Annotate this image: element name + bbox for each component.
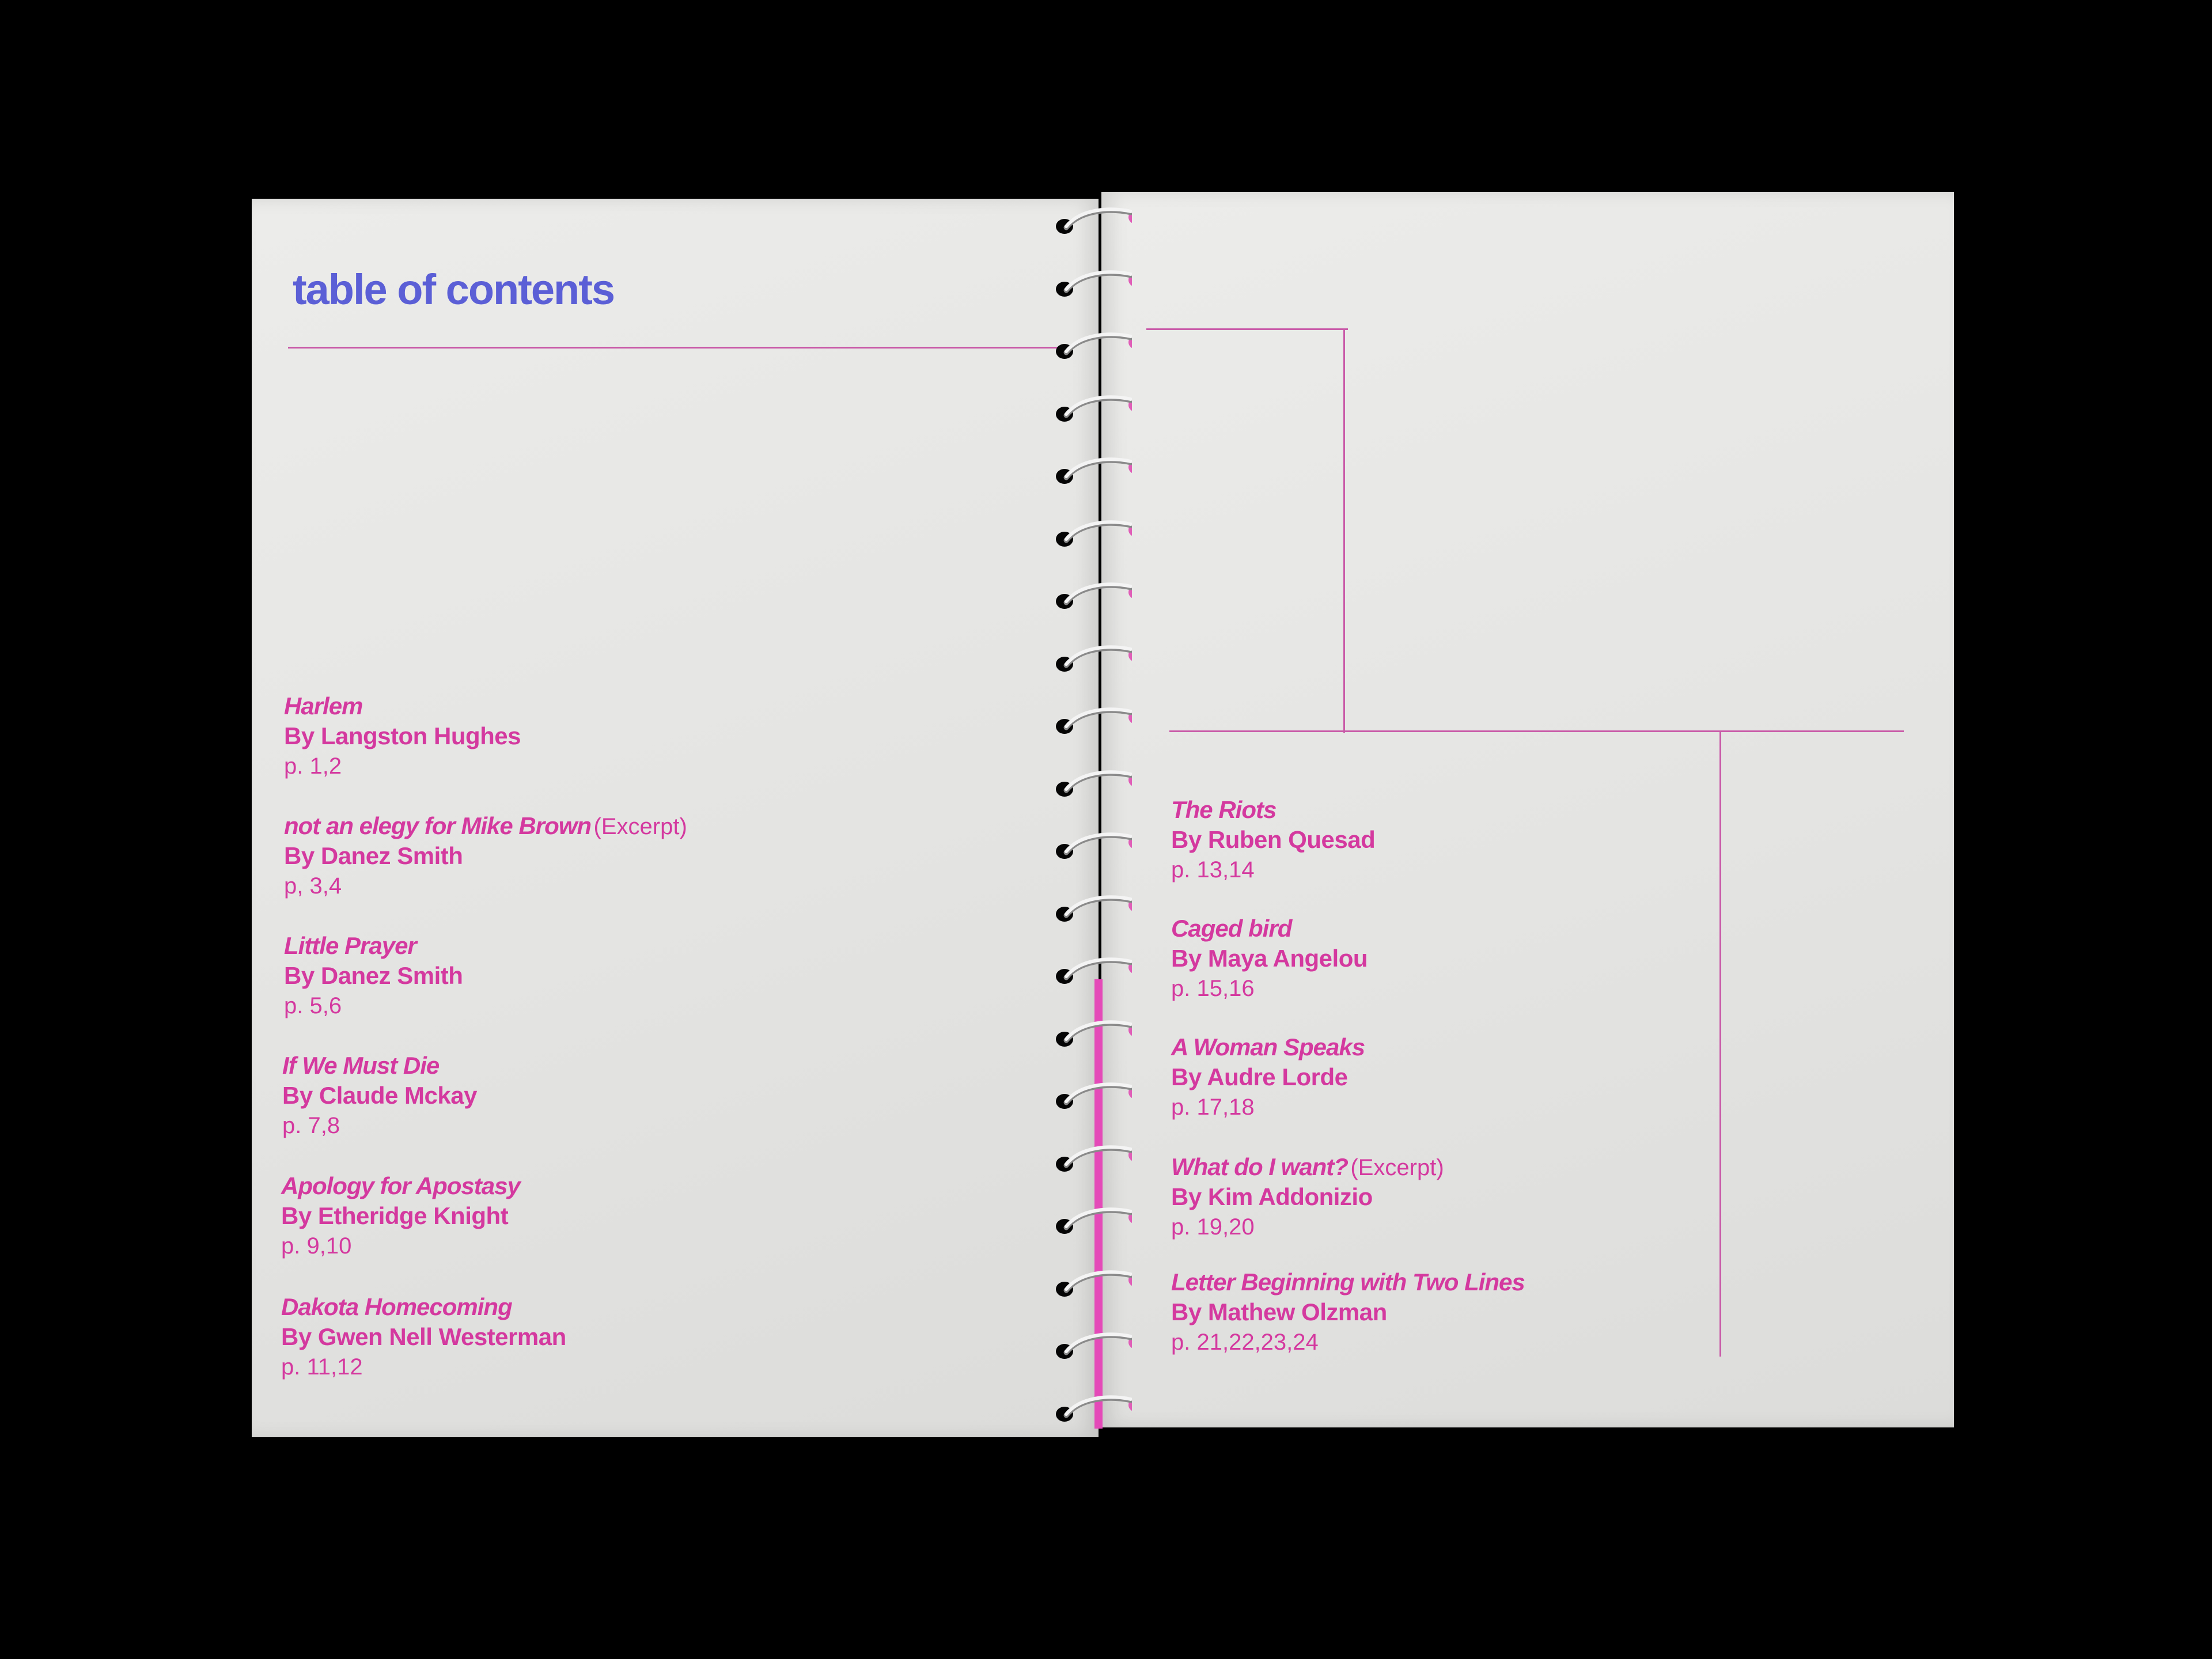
spiral-ring [1046, 955, 1132, 989]
toc-entry [281, 1171, 520, 1261]
entry-pages: p, 3,4 [284, 873, 342, 899]
entry-title: If We Must Die [282, 1052, 440, 1079]
entry-pages: p. 19,20 [1171, 1214, 1255, 1240]
spiral-ring [1046, 1080, 1132, 1114]
entry-pages: p. 21,22,23,24 [1171, 1330, 1319, 1355]
entry-pages: p. 7,8 [282, 1113, 340, 1138]
entry-title: The Riots [1171, 796, 1277, 823]
spiral-ring [1046, 642, 1132, 677]
entry-author: By Kim Addonizio [1171, 1183, 1373, 1210]
entry-author: By Danez Smith [284, 962, 463, 989]
spiral-ring [1046, 267, 1132, 302]
entry-author: By Langston Hughes [284, 722, 521, 749]
entry-pages: p. 15,16 [1171, 976, 1255, 1001]
page-title: table of contents [293, 266, 615, 313]
spiral-ring [1046, 767, 1132, 802]
entry-title: Letter Beginning with Two Lines [1171, 1268, 1525, 1296]
toc-entry [1171, 1267, 1525, 1357]
spiral-ring [1046, 830, 1132, 864]
entry-pages: p. 13,14 [1171, 857, 1255, 882]
entry-title: What do I want? [1171, 1153, 1348, 1180]
spiral-ring [1046, 1017, 1132, 1052]
entry-title: A Woman Speaks [1171, 1033, 1365, 1060]
spiral-ring [1046, 1142, 1132, 1177]
spiral-ring [1046, 329, 1132, 364]
entry-author: By Claude Mckay [282, 1082, 477, 1109]
entry-author: By Maya Angelou [1171, 945, 1368, 972]
entry-author: By Gwen Nell Westerman [281, 1323, 566, 1350]
spiral-ring [1046, 517, 1132, 552]
right-vertical-rule-1 [1343, 329, 1345, 733]
entry-pages: p. 17,18 [1171, 1094, 1255, 1120]
toc-entry [1171, 795, 1375, 885]
toc-entry [281, 1292, 566, 1382]
spiral-ring [1046, 454, 1132, 489]
toc-entry [284, 691, 521, 781]
toc-entry [1171, 1032, 1365, 1122]
spiral-ring [1046, 1330, 1132, 1364]
entry-title: Little Prayer [284, 932, 416, 959]
entry-excerpt-note: (Excerpt) [1350, 1155, 1444, 1180]
spiral-ring [1046, 204, 1132, 239]
toc-entry [282, 1051, 477, 1141]
toc-entry [1171, 1152, 1444, 1242]
spiral-ring [1046, 1267, 1132, 1302]
entry-pages: p. 1,2 [284, 753, 342, 779]
entry-pages: p. 5,6 [284, 993, 342, 1018]
entry-author: By Danez Smith [284, 842, 463, 869]
entry-author: By Etheridge Knight [281, 1202, 509, 1229]
entry-title: Caged bird [1171, 915, 1292, 942]
entry-author: By Ruben Quesad [1171, 826, 1376, 853]
spiral-ring [1046, 704, 1132, 739]
spiral-ring [1046, 892, 1132, 927]
entry-title: Apology for Apostasy [281, 1172, 520, 1199]
right-vertical-rule-2 [1719, 732, 1721, 1357]
spiral-ring [1046, 579, 1132, 614]
entry-title: not an elegy for Mike Brown [284, 812, 592, 839]
toc-entry [1171, 914, 1368, 1003]
spiral-ring [1046, 392, 1132, 427]
entry-author: By Audre Lorde [1171, 1063, 1348, 1090]
title-underline [288, 347, 1060, 349]
toc-entry [284, 811, 687, 901]
entry-title: Harlem [284, 692, 363, 719]
entry-pages: p. 11,12 [281, 1354, 363, 1380]
spiral-ring [1046, 1205, 1132, 1239]
entry-title: Dakota Homecoming [281, 1293, 512, 1320]
right-top-rule [1146, 328, 1348, 330]
spiral-ring [1046, 1392, 1132, 1427]
toc-entry [284, 931, 463, 1021]
entry-author: By Mathew Olzman [1171, 1298, 1387, 1325]
right-middle-rule [1169, 730, 1904, 732]
entry-excerpt-note: (Excerpt) [593, 814, 687, 839]
entry-pages: p. 9,10 [281, 1233, 352, 1259]
